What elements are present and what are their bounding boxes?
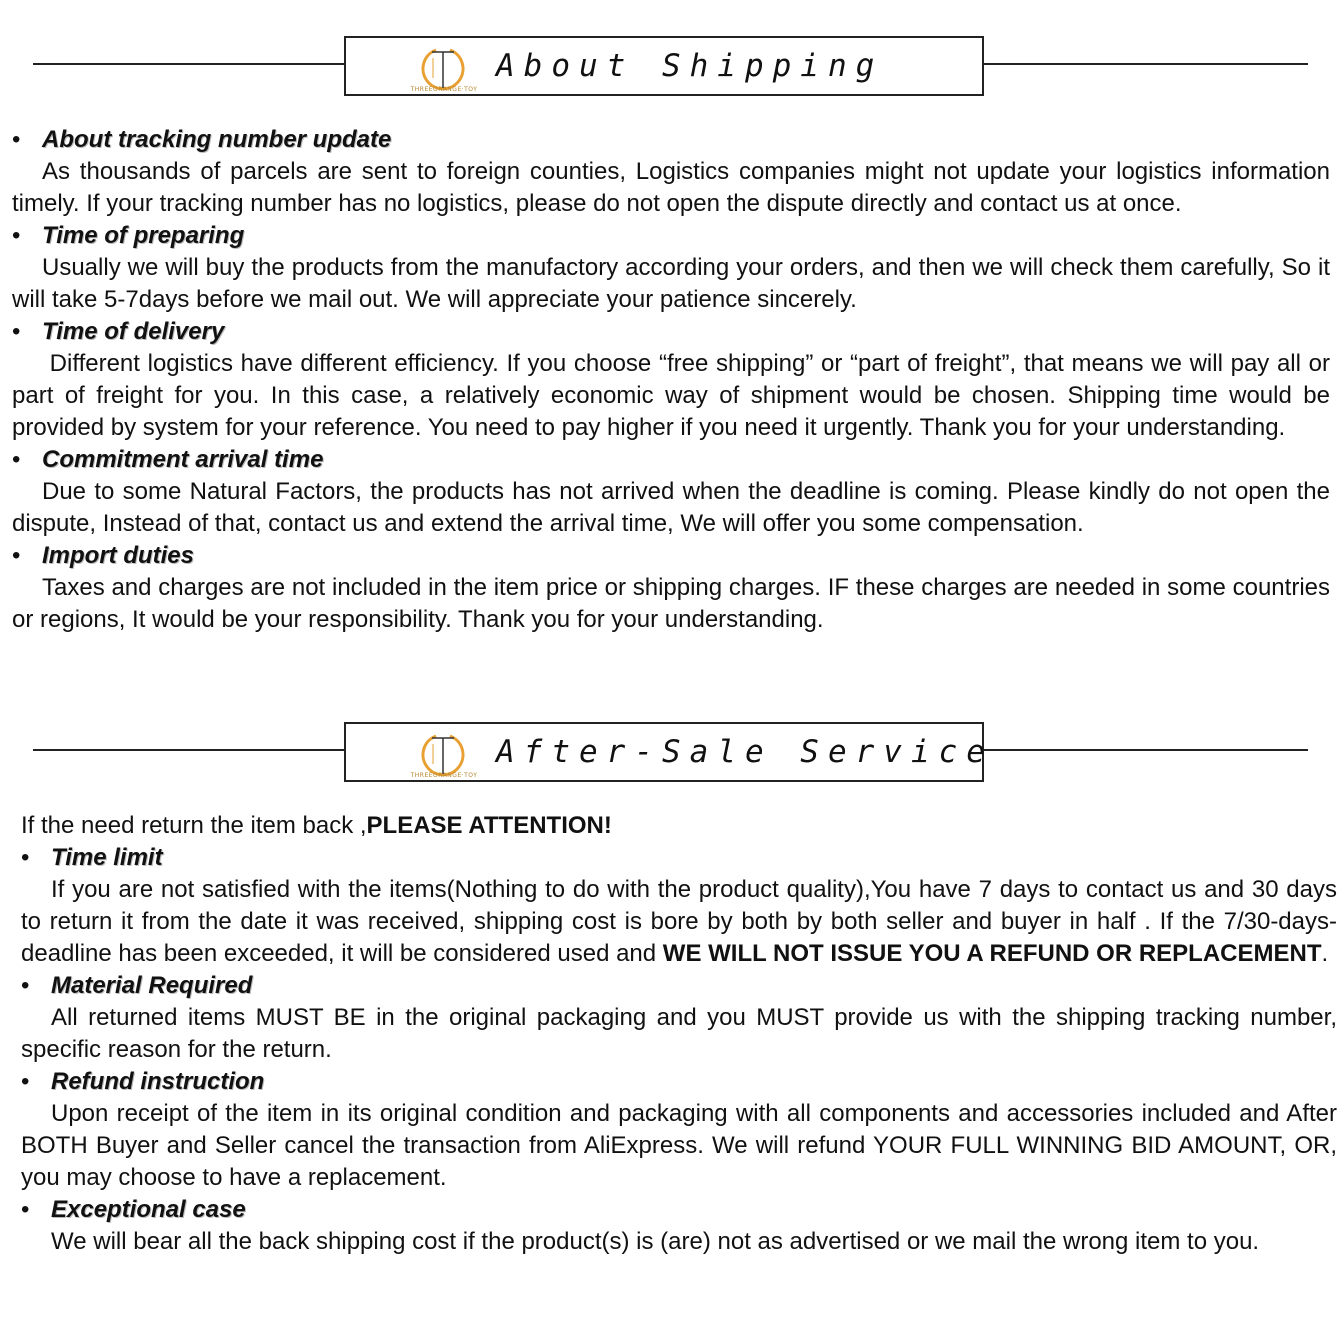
bullet: • [21, 1068, 30, 1095]
list-item [21, 1066, 1337, 1194]
divider-line [33, 749, 345, 751]
item-heading: Commitment arrival time [42, 446, 324, 473]
intro-line [21, 810, 1337, 842]
bullet: • [21, 972, 30, 999]
banner-frame-bottom [344, 780, 982, 782]
brand-logo-text: THREEORANGE·TOY [410, 772, 478, 779]
item-text: We will bear all the back shipping cost if the product(s) is (are) not as advertised or we mail the wrong item to you. [51, 1228, 1260, 1255]
item-text: Taxes and charges are not included in the item price or shipping charges. IF these charges are needed in some countries or regions, It would be your responsibility. Thank you for your understanding. [12, 574, 1330, 633]
item-heading: Time of preparing [42, 222, 245, 249]
bullet: • [12, 446, 21, 473]
item-heading: Material Required [51, 972, 253, 999]
list-item [21, 970, 1337, 1066]
intro-attention: PLEASE ATTENTION! [366, 812, 612, 839]
bullet: • [12, 126, 21, 153]
bullet: • [12, 542, 21, 569]
item-text: As thousands of parcels are sent to foreign counties, Logistics companies might not update your logistics information timely. If your tracking number has no logistics, please do not open the dispute directly and contact us at once. [12, 158, 1330, 217]
item-heading: Refund instruction [51, 1068, 265, 1095]
brand-logo-text: THREEORANGE·TOY [410, 86, 478, 93]
list-item [12, 444, 1330, 540]
list-item [21, 842, 1337, 970]
item-heading: Time limit [51, 844, 163, 871]
item-text: All returned items MUST BE in the original packaging and you MUST provide us with the shipping tracking number, specific reason for the return. [21, 1004, 1337, 1063]
item-text: Different logistics have different efficiency. If you choose “free shipping” or “part of freight”, that means we will pay all or part of freight for you. In this case, a relatively economic way of shipment would be chosen. Shipping time would be provided by system for your reference. You need to pay higher if you need it urgently. Thank you for your understanding. [12, 350, 1330, 441]
divider-line [982, 749, 1308, 751]
item-text: Usually we will buy the products from the manufactory according your orders, and then we will check them carefully, So it will take 5-7days before we mail out. We will appreciate your patience sincerely. [12, 254, 1330, 313]
item-text-end: . [1321, 940, 1329, 967]
list-item [12, 124, 1330, 220]
intro-text: If the need return the item back , [21, 812, 367, 839]
item-text: Upon receipt of the item in its original condition and packaging with all components and accessories included and After BOTH Buyer and Seller cancel the transaction from AliExpress. We will refund YOUR FULL WINNING BID AMOUNT, OR, you may choose to have a replacement. [21, 1100, 1337, 1191]
after-sale-banner [0, 722, 1341, 786]
item-text-strong: WE WILL NOT ISSUE YOU A REFUND OR REPLACEMENT [662, 940, 1322, 967]
item-heading: Import duties [42, 542, 195, 569]
list-item [12, 220, 1330, 316]
banner-frame-bottom [344, 94, 982, 96]
item-text: If you are not satisfied with the items(Nothing to do with the product quality),You have 7 days to contact us and 30 days to return it from the date it was received, shipping cost is bore by both by both seller and buyer in half . If the 7/30-days-deadline has been exceeded, it will be considered used and [21, 876, 1337, 967]
divider-line [982, 63, 1308, 65]
about-shipping-title: About Shipping [496, 48, 884, 84]
divider-line [33, 63, 345, 65]
after-sale-section [21, 810, 1337, 1258]
item-text: Due to some Natural Factors, the products has not arrived when the deadline is coming. Please kindly do not open the dispute, Instead of that, contact us and extend the arrival time, We will offer you some compensation. [12, 478, 1330, 537]
banner-frame [344, 36, 984, 96]
bullet: • [12, 318, 21, 345]
item-heading: Time of delivery [42, 318, 225, 345]
about-shipping-banner [0, 36, 1341, 100]
list-item [12, 316, 1330, 444]
list-item [12, 540, 1330, 636]
list-item [21, 1194, 1337, 1258]
about-shipping-section [12, 124, 1330, 636]
bullet: • [12, 222, 21, 249]
bullet: • [21, 1196, 30, 1223]
item-heading: Exceptional case [51, 1196, 246, 1223]
bullet: • [21, 844, 30, 871]
item-heading: About tracking number update [42, 126, 392, 153]
banner-frame [344, 722, 994, 782]
after-sale-title: After-Sale Service [496, 734, 994, 770]
